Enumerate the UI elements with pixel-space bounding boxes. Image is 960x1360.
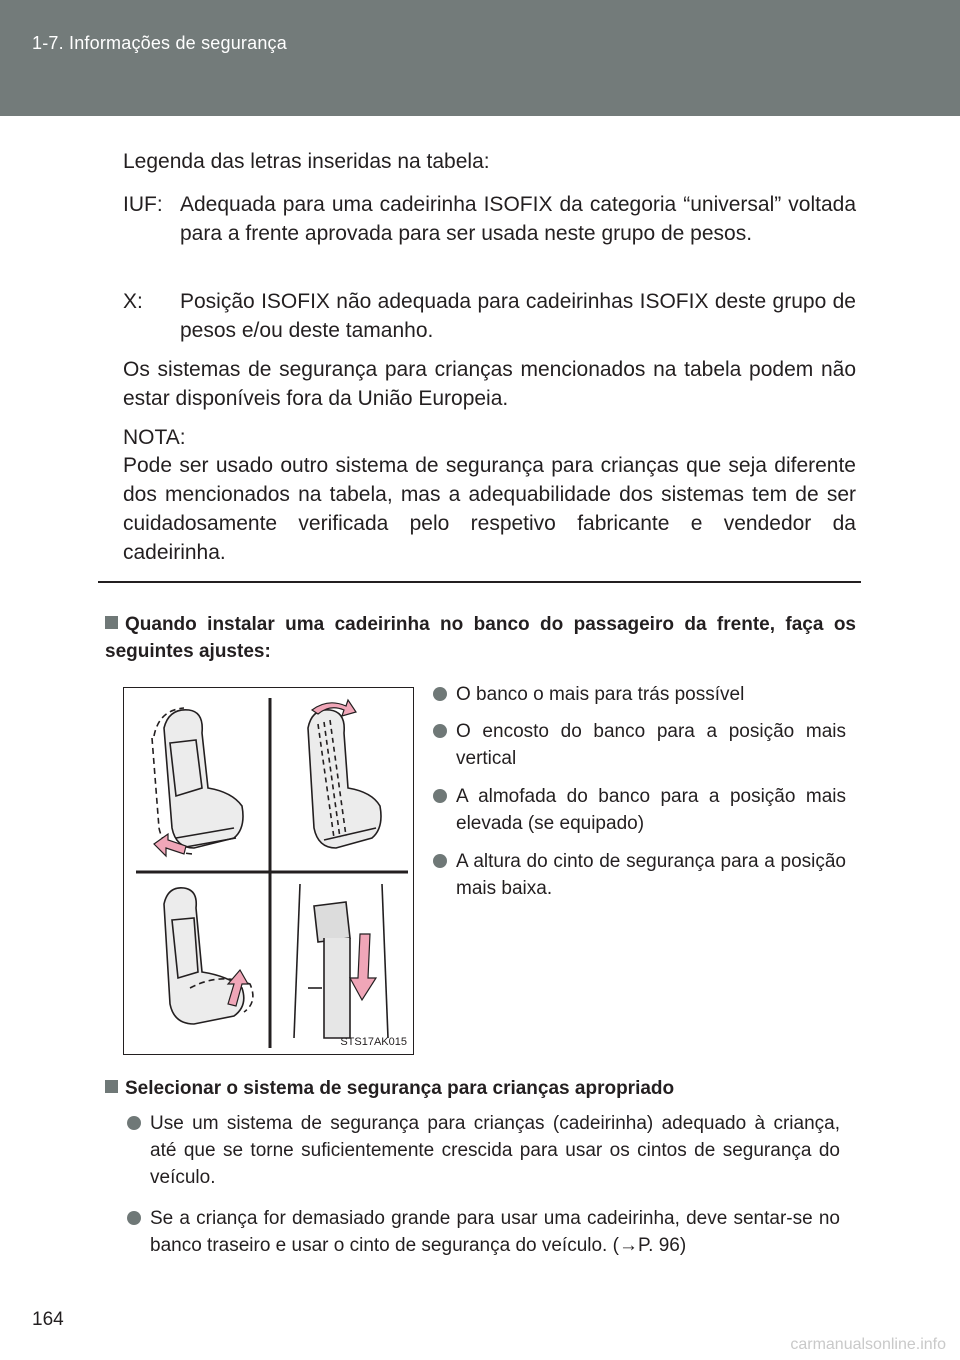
list-item: A altura do cinto de segurança para a posição mais baixa. — [433, 848, 846, 902]
arrow-down-icon — [350, 934, 376, 1000]
seat-cushion-raise-icon — [164, 888, 253, 1024]
list-item: O encosto do banco para a posição mais vertical — [433, 718, 846, 772]
note-paragraph: Pode ser usado outro sistema de segurança para crianças que seja diferente dos mencionados na tabela, mas a adequabilidade dos sistemas tem de ser cuidadosamente verificada pelo respetivo fabricante e vendedor da cadeirinha. — [123, 454, 856, 564]
seatbelt-height-icon — [294, 884, 388, 1038]
bullet-dot-icon — [433, 724, 447, 738]
list-item: A almofada do banco para a posição mais elevada (se equipado) — [433, 783, 846, 837]
bullet-dot-icon — [127, 1116, 141, 1130]
legend-item-iuf — [123, 190, 856, 280]
seat-slide-back-icon — [152, 708, 243, 854]
list-item: Se a criança for demasiado grande para usar uma cadeirinha, deve sentar-se no banco traseiro e usar o cinto de segurança do veículo. (→P. 96) — [127, 1205, 840, 1259]
seat-illustration — [124, 688, 412, 1053]
bullet-dot-icon — [127, 1211, 141, 1225]
bullet-dot-icon — [433, 854, 447, 868]
legend-key: X: — [123, 290, 143, 313]
seat-backrest-upright-icon — [308, 710, 381, 848]
square-bullet-icon — [105, 616, 118, 629]
bullet-dot-icon — [433, 687, 447, 701]
legend-desc: Adequada para uma cadeirinha ISOFIX da categoria “universal” voltada para a frente aprovada para ser usada neste grupo de pesos. — [180, 193, 856, 245]
watermark: carmanualsonline.info — [790, 1336, 946, 1353]
legend-desc: Posição ISOFIX não adequada para cadeirinhas ISOFIX deste grupo de pesos e/ou deste tamanho. — [180, 290, 856, 342]
page-header — [0, 0, 960, 116]
section-divider — [98, 581, 861, 583]
availability-paragraph: Os sistemas de segurança para crianças mencionados na tabela podem não estar disponíveis fora da União Europeia. — [123, 358, 856, 410]
select-system-heading: Selecionar o sistema de segurança para crianças apropriado — [105, 1075, 856, 1102]
bullet-dot-icon — [433, 789, 447, 803]
legend-key: IUF: — [123, 193, 163, 216]
front-seat-heading: Quando instalar uma cadeirinha no banco do passageiro da frente, faça os seguintes ajustes: — [105, 614, 856, 662]
page-number: 164 — [32, 1309, 64, 1330]
square-bullet-icon — [105, 1080, 118, 1093]
legend-item-x — [123, 287, 856, 347]
legend-intro: Legenda das letras inseridas na tabela: — [123, 150, 490, 173]
note-label: NOTA: — [123, 426, 186, 449]
seat-adjustment-figure — [123, 687, 414, 1055]
list-item: O banco o mais para trás possível — [433, 681, 846, 708]
figure-code: STS17AK015 — [340, 1036, 407, 1048]
section-title: 1-7. Informações de segurança — [32, 33, 287, 53]
list-item: Use um sistema de segurança para crianças (cadeirinha) adequado à criança, até que se torne suficientemente crescida para usar os cintos de segurança do veículo. — [127, 1110, 840, 1191]
